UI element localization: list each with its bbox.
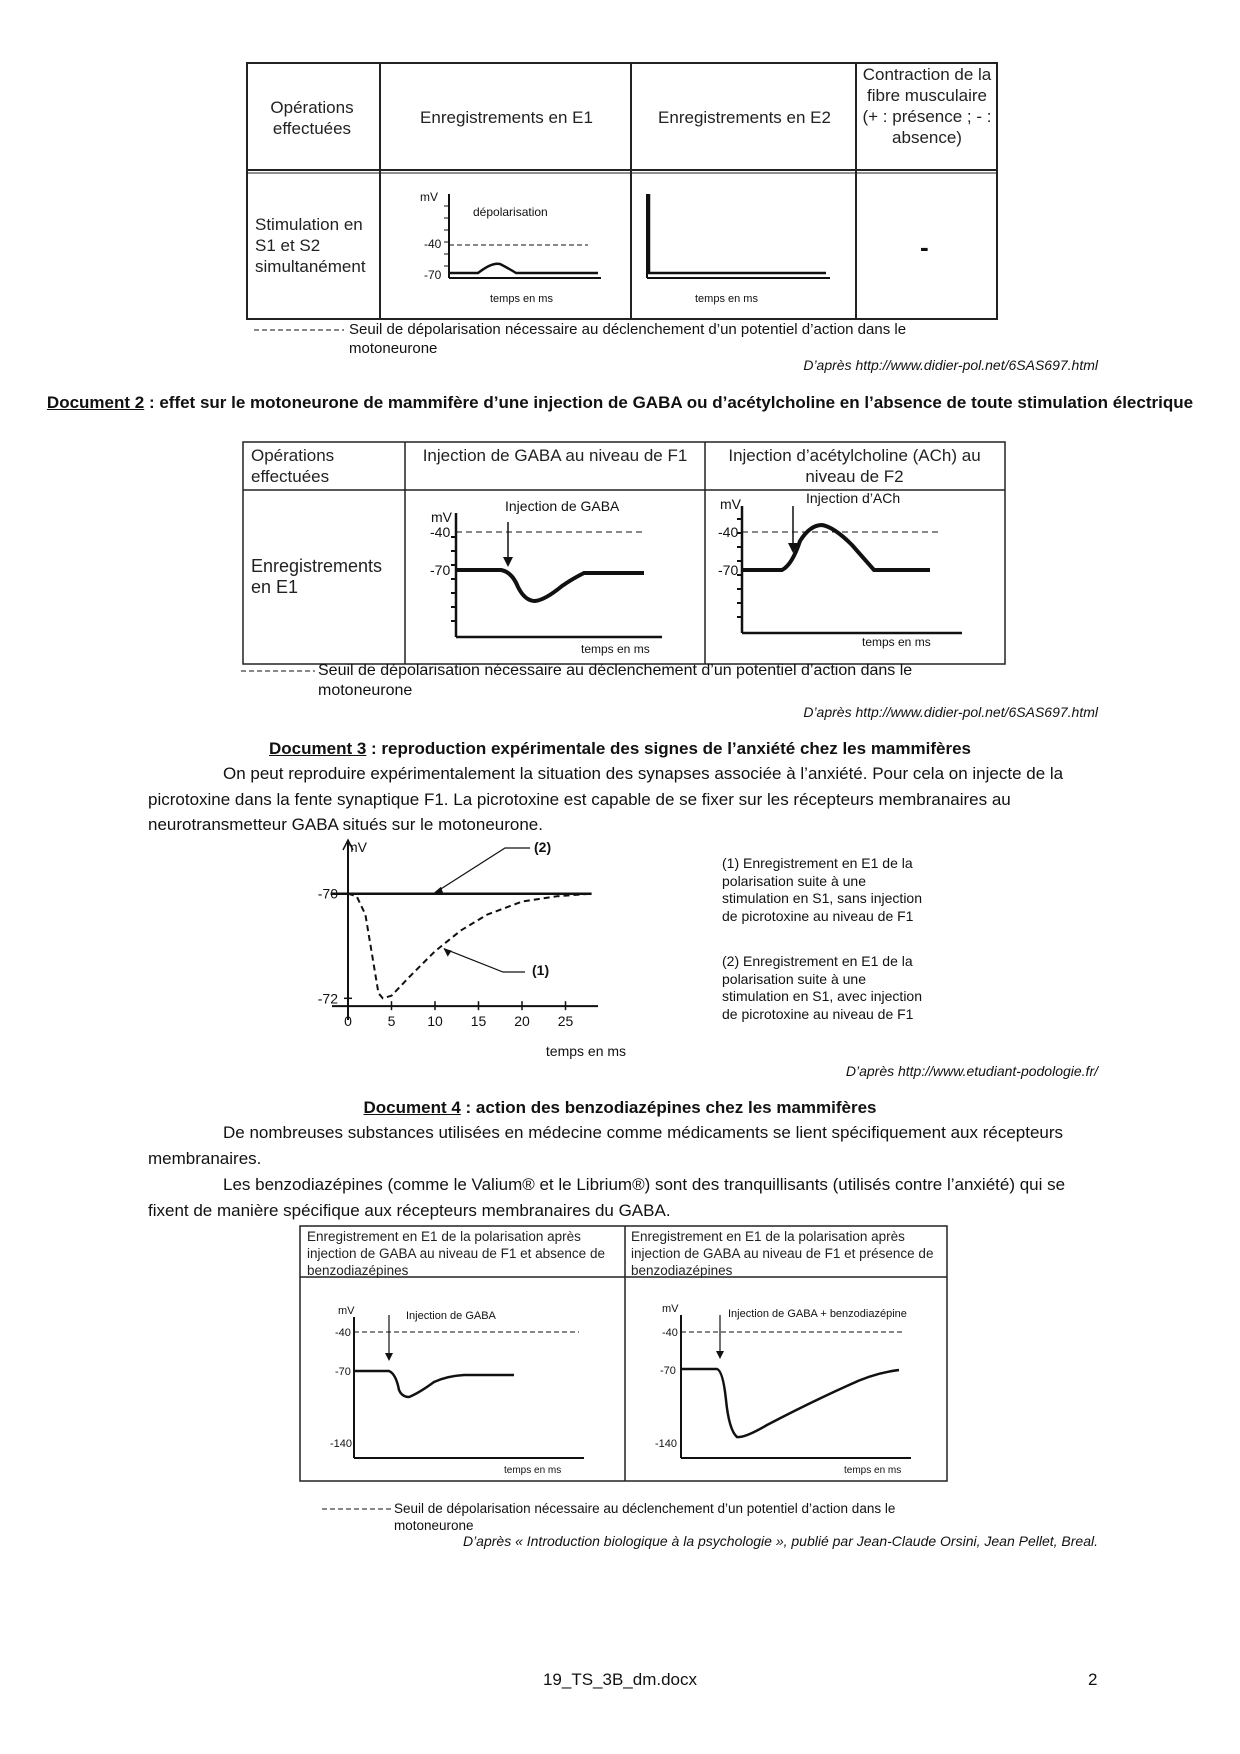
doc4-title-text: : action des benzodiazépines chez les mammifères — [460, 1098, 877, 1117]
doc4-right-tick-40: -40 — [662, 1327, 678, 1339]
doc2-label: Document 2 — [46, 393, 145, 412]
doc1-header-ops: Opérations effectuées — [270, 98, 354, 138]
doc4-source: D’après « Introduction biologique à la psychologie », publié par Jean-Claude Orsini, Jean Pellet, Breal. — [462, 1533, 1098, 1549]
doc4-left-graph — [330, 1305, 584, 1476]
doc3-title — [0, 736, 1240, 762]
doc4-left-y-unit: mV — [338, 1305, 355, 1317]
doc3-label-1-arrowhead — [444, 949, 452, 957]
doc3-x-tick-label: 10 — [427, 1013, 443, 1030]
doc4-threshold-text: Seuil de dépolarisation nécessaire au déclenchement d’un potentiel d’action dans le motoneurone — [394, 1501, 896, 1533]
doc2-gaba-trace — [456, 570, 644, 601]
footer-page-number: 2 — [1088, 1670, 1098, 1689]
doc3-plot-area — [318, 839, 598, 1029]
doc2-header-ach: Injection d’acétylcholine (ACh) au niveau de F2 — [728, 446, 981, 486]
doc2-ach-annotation: Injection d’ACh — [806, 490, 901, 506]
doc3-x-tick-label: 20 — [514, 1013, 530, 1030]
doc1-header-contraction: Contraction de la fibre musculaire (+ : présence ; - : absence) — [862, 65, 992, 147]
doc1-e1-tick-70: -70 — [424, 268, 442, 282]
doc4-threshold-line — [322, 1506, 394, 1512]
doc1-e1-xlabel: temps en ms — [490, 293, 553, 305]
footer-filename: 19_TS_3B_dm.docx — [542, 1670, 698, 1689]
doc1-e1-trace — [449, 264, 598, 273]
doc2-gaba-tick-70: -70 — [430, 562, 451, 578]
doc1-header-e2: Enregistrements en E2 — [658, 108, 831, 127]
doc3-y-tick-label: -70 — [317, 885, 338, 902]
doc2-header-ops: Opérations effectuées — [251, 446, 335, 486]
doc2-ach-tick-70: -70 — [718, 562, 739, 578]
doc4-left-xlabel: temps en ms — [504, 1465, 562, 1476]
doc2-threshold-line — [241, 668, 317, 674]
doc4-left-tick-140: -140 — [330, 1438, 353, 1450]
doc1-threshold-text: Seuil de dépolarisation nécessaire au déclenchement d’un potentiel d’action dans le motoneurone — [349, 321, 907, 357]
doc4-left-tick-40: -40 — [335, 1327, 351, 1339]
doc2-row-label: Enregistrements en E1 — [251, 556, 383, 597]
doc3-title-text: : reproduction expérimentale des signes de l’anxiété chez les mammifères — [366, 739, 971, 758]
doc1-threshold-line — [254, 327, 346, 333]
doc4-right-tick-70: -70 — [660, 1365, 676, 1377]
doc4-right-graph — [655, 1303, 911, 1476]
doc3-label-2-arrowhead — [434, 887, 443, 893]
doc2-gaba-graph — [430, 498, 662, 656]
doc1-row-label: Stimulation en S1 et S2 simultanément — [255, 215, 366, 276]
doc4-label: Document 4 — [363, 1098, 461, 1117]
doc3-paragraph: On peut reproduire expérimentalement la situation des synapses associée à l’anxiété. Pour cela on injecte de la picrotoxine dans la fente synaptique F1. La picrotoxine est capable de se fixer sur les récepteurs membranaires au neurotransmetteur GABA situés sur le motoneurone. — [148, 764, 1064, 834]
doc2-threshold-text: Seuil de dépolarisation nécessaire au déclenchement d’un potentiel d’action dans le motoneurone — [318, 662, 913, 699]
doc2-ach-graph — [718, 490, 962, 649]
doc1-e1-annotation: dépolarisation — [473, 205, 548, 219]
doc1-source: D’après http://www.didier-pol.net/6SAS697.html — [803, 357, 1098, 373]
doc4-left-annotation: Injection de GABA — [406, 1310, 496, 1322]
doc4-right-tick-140: -140 — [655, 1438, 678, 1450]
doc2-gaba-xlabel: temps en ms — [581, 642, 650, 656]
doc1-e1-tick-40: -40 — [424, 237, 442, 251]
doc1-e2-xlabel: temps en ms — [695, 293, 758, 305]
doc1-contraction-value: - — [920, 232, 929, 262]
doc2-title — [0, 390, 1240, 416]
doc4-paragraph-1: De nombreuses substances utilisées en médecine comme médicaments se lient spécifiquement aux récepteurs membranaires. — [148, 1123, 1064, 1168]
doc2-header-gaba: Injection de GABA au niveau de F1 — [422, 446, 688, 465]
doc3-label-1: (1) — [532, 962, 550, 978]
doc3-series-1 — [348, 894, 592, 999]
doc2-title-text: : effet sur le motoneurone de mammifère d’une injection de GABA ou d’acétylcholine en l’absence de toute stimulation électrique — [144, 393, 1194, 412]
doc4-right-annotation: Injection de GABA + benzodiazépine — [728, 1308, 907, 1320]
doc3-x-tick-label: 5 — [387, 1013, 396, 1030]
doc3-label: Document 3 — [269, 739, 367, 758]
doc3-y-tick-label: -72 — [317, 990, 338, 1007]
doc1-e1-y-unit: mV — [420, 190, 438, 204]
doc1-e1-graph — [420, 190, 601, 305]
doc3-chart-ylabel: mV — [346, 839, 367, 855]
doc1-header-e1: Enregistrements en E1 — [420, 108, 593, 127]
doc2-ach-trace — [742, 525, 930, 570]
doc3-x-tick-label: 15 — [470, 1013, 487, 1030]
doc3-x-tick-label: 25 — [557, 1013, 574, 1030]
doc3-legend-2: (2) Enregistrement en E1 de la polarisation suite à une stimulation en S1, avec injection de picrotoxine au niveau de F1 — [722, 953, 922, 1022]
doc4-right-trace — [681, 1369, 899, 1437]
doc4-left-trace — [354, 1371, 514, 1397]
doc2-gaba-y-unit: mV — [431, 509, 452, 525]
doc3-legend-1: (1) Enregistrement en E1 de la polarisation suite à une stimulation en S1, sans injection de picrotoxine au niveau de F1 — [722, 855, 922, 924]
doc2-gaba-tick-40: -40 — [430, 524, 451, 540]
doc2-gaba-annotation: Injection de GABA — [505, 498, 620, 514]
doc3-label-2-pointer — [435, 848, 530, 893]
doc2-ach-tick-40: -40 — [718, 524, 739, 540]
doc4-title — [0, 1095, 1240, 1121]
doc4-left-tick-70: -70 — [335, 1366, 351, 1378]
doc3-source: D’après http://www.etudiant-podologie.fr/ — [845, 1063, 1098, 1079]
doc3-label-2: (2) — [534, 839, 552, 855]
doc1-e2-graph — [647, 194, 830, 305]
doc2-ach-xlabel: temps en ms — [862, 635, 931, 649]
doc4-header-left: Enregistrement en E1 de la polarisation après injection de GABA au niveau de F1 et absence de benzodiazépines — [307, 1229, 605, 1278]
doc4-right-y-unit: mV — [662, 1303, 679, 1315]
doc1-e2-trace — [649, 194, 826, 273]
doc2-source: D’après http://www.didier-pol.net/6SAS697.html — [803, 704, 1098, 720]
doc2-ach-y-unit: mV — [720, 496, 741, 512]
doc3-x-tick-label: 0 — [344, 1013, 352, 1030]
doc3-chart-xlabel: temps en ms — [545, 1043, 627, 1059]
doc4-paragraph-2: Les benzodiazépines (comme le Valium® et le Librium®) sont des tranquillisants (utilisés contre l’anxiété) qui se fixent de manière spécifique aux récepteurs membranaires du GABA. — [148, 1175, 1066, 1220]
doc3-label-1-pointer — [444, 949, 525, 972]
doc4-right-xlabel: temps en ms — [844, 1465, 902, 1476]
doc4-header-right: Enregistrement en E1 de la polarisation après injection de GABA au niveau de F1 et présence de benzodiazépines — [631, 1229, 934, 1278]
doc3-chart — [317, 838, 680, 1060]
